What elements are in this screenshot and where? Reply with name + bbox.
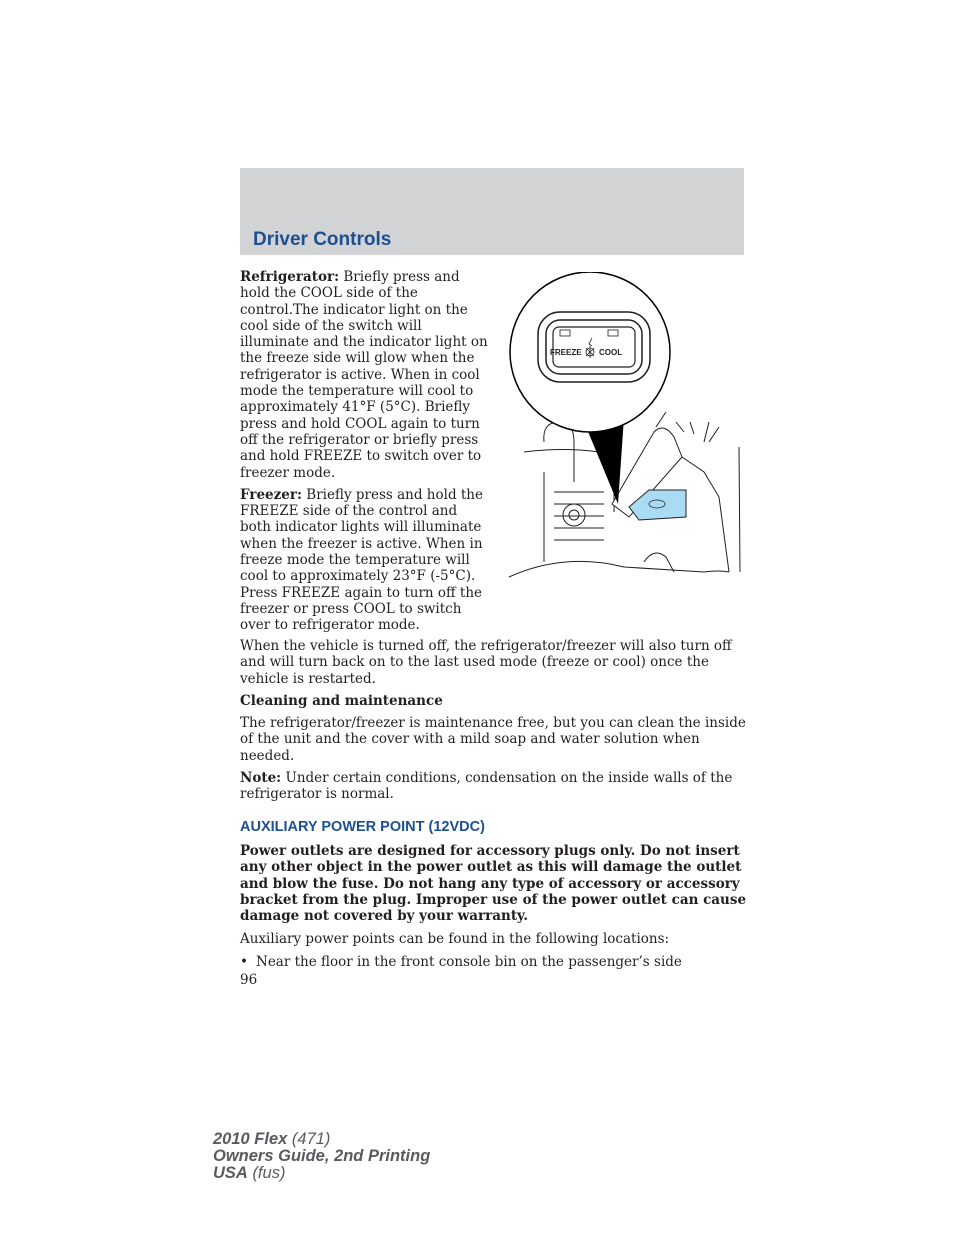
power-outlet-warning: Power outlets are designed for accessory plugs only. Do not insert any other object in the power outlet as this will damage the outlet and blow the fuse. Do not hang any type of accessory or accessory bracket from the plug. Improper use of the power outlet can cause damage not covered by your warranty. (240, 842, 747, 925)
refrigerator-control-illustration (504, 272, 744, 592)
note-paragraph (240, 770, 748, 803)
cupholder-inner (569, 510, 579, 520)
refrigerator-paragraph (240, 269, 492, 481)
full-width-column (240, 638, 748, 988)
side-trim-lines (704, 422, 740, 572)
cleaning-heading (240, 693, 748, 709)
freezer-label: Freezer: (240, 486, 302, 503)
list-item (240, 954, 748, 970)
cupholder-outline (563, 504, 585, 526)
cleaning-heading-text: Cleaning and maintenance (240, 692, 443, 709)
seat-headrest-outline (544, 422, 574, 482)
header-band (240, 168, 744, 255)
footer-line-1 (213, 1131, 430, 1148)
note-text: Under certain conditions, condensation on the inside walls of the refrigerator is normal. (240, 770, 733, 803)
refrigerator-text: Briefly press and hold the COOL side of the control.The indicator light on the cool side of the switch will illuminate and the indicator light on the freeze side will glow when the refrigerator is active. When in cool mode the temperature will cool to approximately 41°F (5°C). Briefly press and hold COOL again to turn off the refrigerator or briefly press and hold FREEZE to switch over to freezer mode. (240, 269, 488, 481)
bullet-dot: • (240, 953, 248, 970)
note-label: Note: (240, 770, 282, 787)
footer (213, 1131, 430, 1182)
footer-model: 2010 Flex (213, 1130, 288, 1148)
left-column (240, 269, 492, 640)
footer-region: USA (213, 1164, 248, 1182)
floor-curve (509, 561, 729, 577)
footer-model-code: (471) (291, 1130, 331, 1148)
auxiliary-power-heading: AUXILIARY POWER POINT (12VDC) (240, 818, 485, 835)
footer-guide: Owners Guide, 2nd Printing (213, 1147, 431, 1165)
freeze-cool-switch (553, 327, 635, 367)
refrigerator-illustration-svg (504, 272, 744, 592)
bullet-text: Near the floor in the front console bin on the passenger’s side (256, 953, 682, 970)
page-section-title: Driver Controls (253, 229, 392, 250)
console-vent-lines (544, 472, 604, 562)
freezer-text: Briefly press and hold the FREEZE side of the control and both indicator lights will illuminate when the freezer is active. When in freeze mode the temperature will cool to approximately 23°F (-5°C). Press FREEZE again to turn off the freezer or press COOL to switch over to refrigerator mode. (240, 486, 483, 634)
refrigerator-label: Refrigerator: (240, 269, 340, 285)
freezer-paragraph (240, 487, 492, 634)
footer-line-2 (213, 1148, 430, 1165)
page-number: 96 (240, 972, 258, 989)
freeze-switch-label: FREEZE (550, 348, 582, 357)
cleaning-paragraph: The refrigerator/freezer is maintenance free, but you can clean the inside of the unit and the cover with a mild soap and water solution when needed. (240, 715, 746, 764)
footer-region-code: (fus) (252, 1164, 286, 1182)
cool-switch-label: COOL (599, 348, 623, 357)
locations-intro: Auxiliary power points can be found in the following locations: (240, 931, 670, 948)
cabinet-right-edge (682, 457, 729, 572)
footer-line-3 (213, 1165, 430, 1182)
vehicle-off-paragraph: When the vehicle is turned off, the refrigerator/freezer will also turn off and will turn back on to the last used mode (freeze or cool) once the vehicle is restarted. (240, 638, 732, 687)
